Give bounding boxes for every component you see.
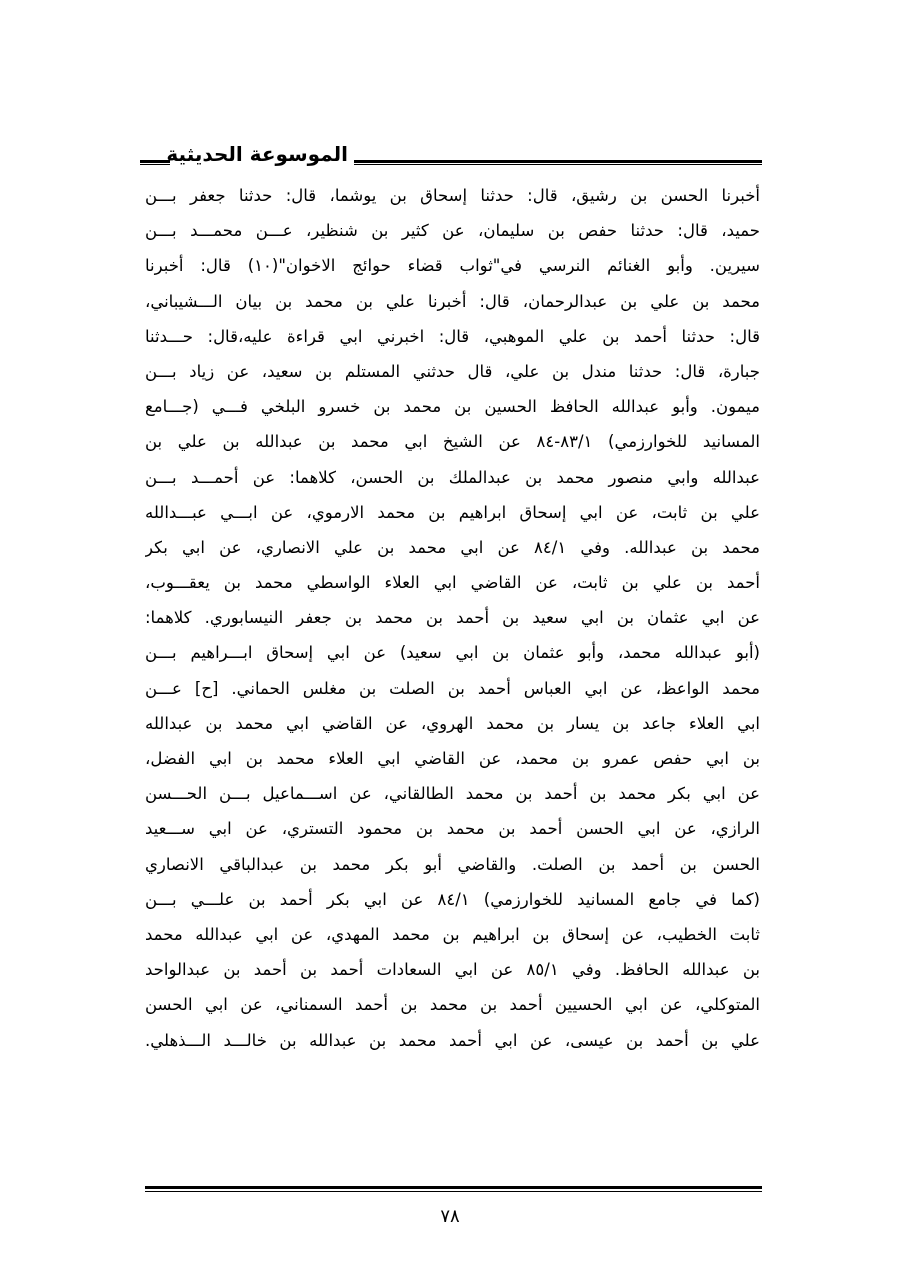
text-line: قال: حدثنا أحمد بن علي الموهبي، قال: اخبرني ابي قراءة عليه،قال: حـــدثنا xyxy=(145,326,760,346)
header-rule-left xyxy=(140,160,170,165)
text-line: بن ابي حفص عمرو بن محمد، عن القاضي ابي العلاء محمد بن ابي الفضل، xyxy=(145,749,760,768)
text-line: المتوكلي، عن ابي الحسيين أحمد بن محمد بن أحمد السمناني، عن ابي الحسن xyxy=(145,995,760,1015)
page-number: ٧٨ xyxy=(440,1206,460,1227)
text-line: أخبرنا الحسن بن رشيق، قال: حدثنا إسحاق بن يوشما، قال: حدثنا جعفر بـــن xyxy=(145,186,760,205)
text-line: الرازي، عن ابي الحسن أحمد بن محمد بن محمود التستري، عن ابي ســـعيد xyxy=(145,819,760,839)
text-line: علي بن أحمد بن عيسى، عن ابي أحمد محمد بن عبدالله بن خالـــد الـــذهلي. xyxy=(145,1030,760,1050)
text-line: عن ابي عثمان بن ابي سعيد بن أحمد بن محمد بن جعفر النيسابوري. كلاهما: xyxy=(145,608,760,628)
footer-rule xyxy=(145,1186,762,1192)
text-line: محمد بن علي بن عبدالرحمان، قال: أخبرنا علي بن محمد بن بيان الـــشيباني، xyxy=(145,291,760,311)
text-line: (أبو عبدالله محمد، وأبو عثمان بن ابي سعيد) عن ابي إسحاق ابـــراهيم بـــن xyxy=(145,643,760,663)
text-line: بن عبدالله الحافظ. وفي ٨٥/١ عن ابي السعادات أحمد بن أحمد بن عبدالواحد xyxy=(145,960,760,980)
text-line: ثابت الخطيب، عن إسحاق بن ابراهيم بن محمد المهدي، عن ابي عبدالله محمد xyxy=(145,924,760,944)
text-line: المسانيد للخوارزمي) ٨٣/١-٨٤ عن الشيخ ابي محمد بن عبدالله بن علي بن xyxy=(145,432,760,452)
text-line: عبدالله وابي منصور محمد بن عبدالملك بن الحسن، كلاهما: عن أحمـــد بـــن xyxy=(145,467,760,487)
body-text xyxy=(145,178,760,1058)
text-line: جبارة، قال: حدثنا مندل بن علي، قال حدثني المستلم بن سعيد، عن زياد بـــن xyxy=(145,361,760,381)
text-line: محمد بن عبدالله. وفي ٨٤/١ عن ابي محمد بن علي الانصاري، عن ابي بكر xyxy=(145,537,760,557)
text-line: أحمد بن علي بن ثابت، عن القاضي ابي العلاء الواسطي محمد بن يعقـــوب، xyxy=(145,573,760,593)
text-line: الحسن بن أحمد بن الصلت. والقاضي أبو بكر محمد بن عبدالباقي الانصاري xyxy=(145,854,760,874)
header-rule-right xyxy=(354,160,762,165)
text-line: حميد، قال: حدثنا حفص بن سليمان، عن كثير بن شنظير، عـــن محمـــد بـــن xyxy=(145,221,760,241)
text-line: عن ابي بكر محمد بن أحمد بن محمد الطالقاني، عن اســـماعيل بـــن الحـــسن xyxy=(145,784,760,804)
text-line: محمد الواعظ، عن ابي العباس أحمد بن الصلت بن مغلس الحماني. [ح] عـــن xyxy=(145,678,760,698)
text-line: ميمون. وأبو عبدالله الحافظ الحسين بن محمد بن خسرو البلخي فـــي (جـــامع xyxy=(145,397,760,417)
text-line: علي بن ثابت، عن ابي إسحاق ابراهيم بن محمد الارموي، عن ابـــي عبـــدالله xyxy=(145,502,760,522)
text-line: (كما في جامع المسانيد للخوارزمي) ٨٤/١ عن ابي بكر أحمد بن علـــي بـــن xyxy=(145,889,760,909)
running-header xyxy=(140,140,762,176)
text-line: سيرين. وأبو الغنائم النرسي في"ثواب قضاء حوائج الاخوان"(١٠) قال: أخبرنا xyxy=(145,256,760,276)
header-title: الموسوعة الحديثية xyxy=(166,142,348,166)
text-line: ابي العلاء جاعد بن يسار بن محمد الهروي، عن القاضي ابي محمد بن عبدالله xyxy=(145,713,760,733)
